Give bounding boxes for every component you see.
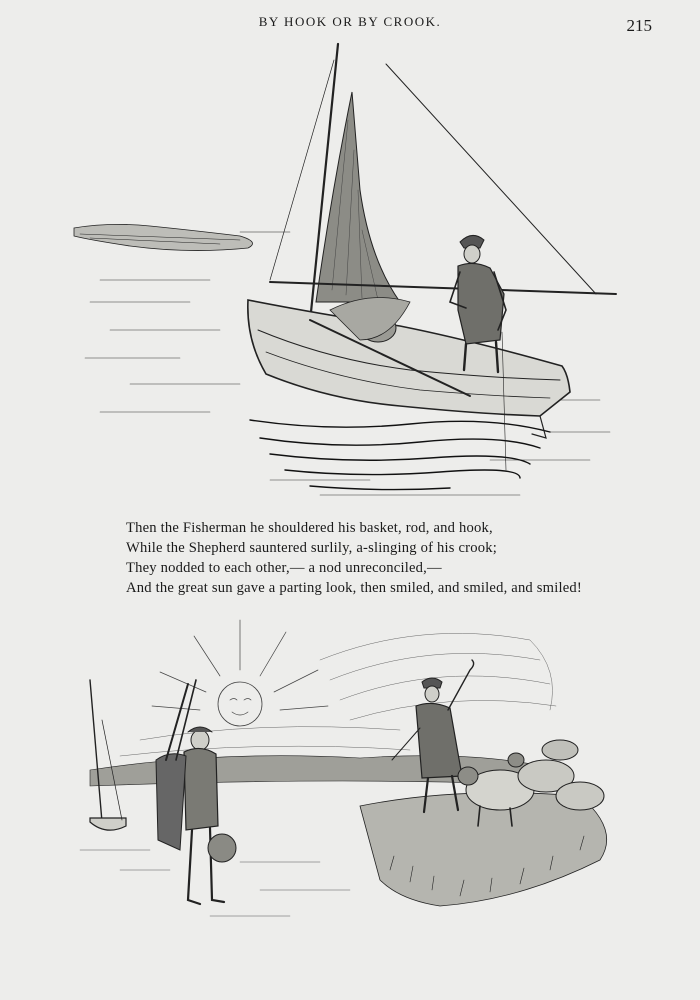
verse-line: Then the Fisherman he shouldered his basket, rod, and hook, bbox=[126, 520, 493, 536]
walking-fisherman-figure bbox=[156, 680, 236, 904]
page-number: 215 bbox=[626, 16, 652, 35]
verse-line: They nodded to each other,— a nod unreconciled,— bbox=[126, 560, 442, 576]
fisherman-boat-illustration bbox=[70, 40, 630, 520]
verse-line: And the great sun gave a parting look, then smiled, and smiled, and smiled! bbox=[126, 580, 582, 596]
fisherman-shepherd-illustration bbox=[60, 600, 630, 940]
shepherd-figure bbox=[392, 660, 474, 812]
verse-line: While the Shepherd sauntered surlily, a-slinging of his crook; bbox=[126, 540, 497, 556]
setting-sun-drawing bbox=[152, 620, 328, 726]
verse-stanza bbox=[126, 518, 666, 598]
running-title: BY HOOK OR BY CROOK. bbox=[258, 14, 442, 29]
